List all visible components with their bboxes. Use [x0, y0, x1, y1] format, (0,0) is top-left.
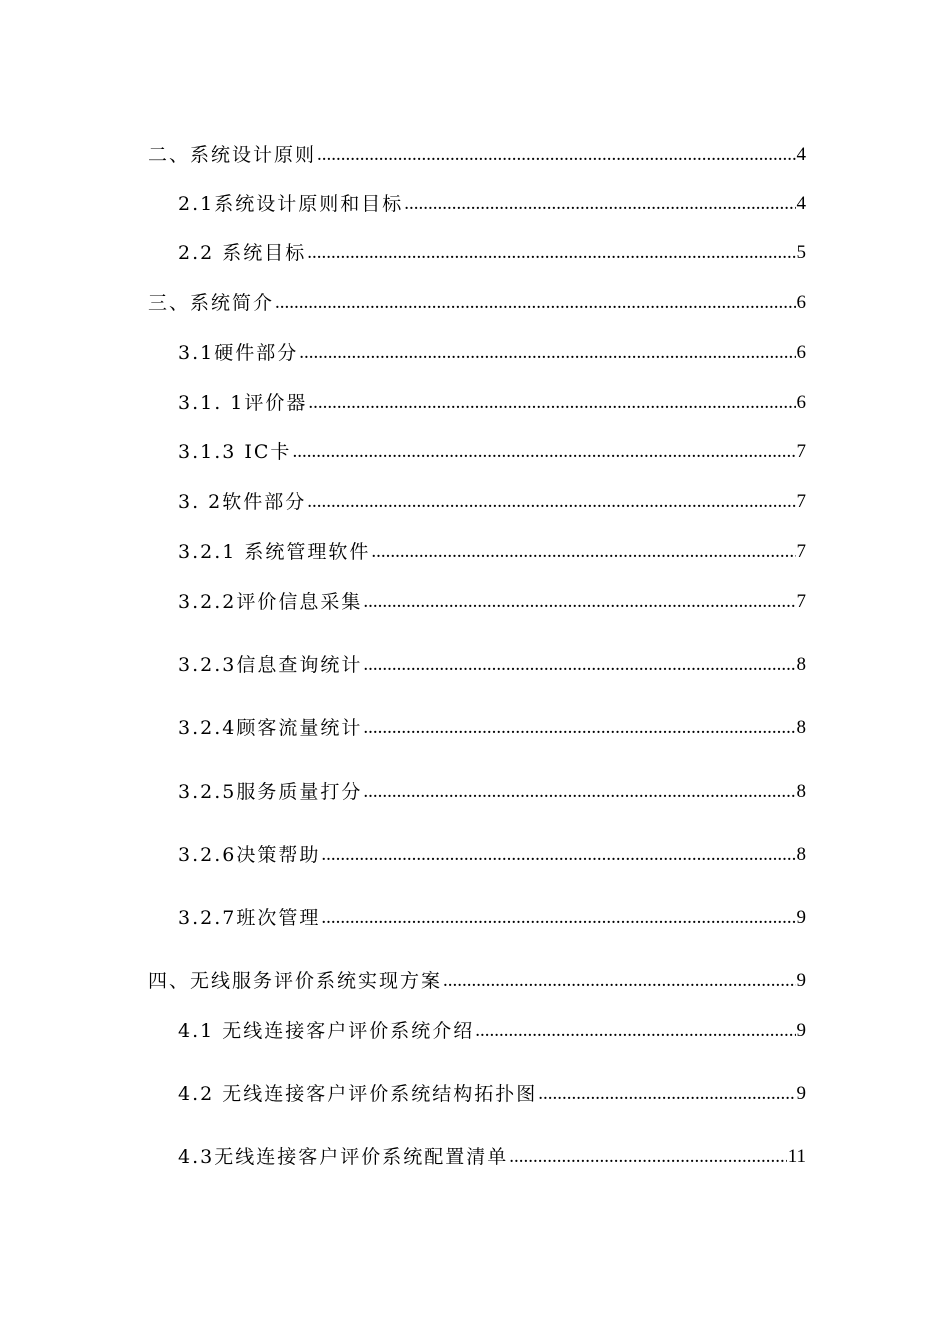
toc-page-number: 8 [796, 781, 806, 802]
toc-page-number: 7 [796, 491, 806, 512]
toc-entry[interactable] [148, 137, 806, 167]
toc-entry[interactable] [178, 186, 806, 216]
toc-leader-dots [371, 540, 795, 564]
toc-entry[interactable] [178, 647, 806, 677]
toc-entry-label: 3. 2软件部分 [178, 491, 307, 513]
toc-leader-dots [292, 440, 795, 464]
toc-entry-label: 3.2.2评价信息采集 [178, 591, 363, 613]
toc-entry-label: 2.2 系统目标 [178, 242, 307, 264]
toc-leader-dots [321, 906, 795, 930]
toc-leader-dots [363, 590, 795, 614]
toc-entry-label: 3.1.3 IC卡 [178, 441, 292, 463]
toc-entry-label: 3.2.1 系统管理软件 [178, 541, 371, 563]
toc-page-number: 8 [796, 717, 806, 738]
toc-page-number: 4 [796, 144, 806, 165]
toc-leader-dots [363, 653, 795, 677]
toc-page-number: 11 [787, 1146, 806, 1167]
toc-entry[interactable] [178, 900, 806, 930]
toc-entry[interactable] [178, 235, 806, 265]
toc-entry-label: 4.2 无线连接客户评价系统结构拓扑图 [178, 1083, 538, 1105]
toc-entry-label: 3.2.7班次管理 [178, 907, 321, 929]
toc-page-number: 9 [796, 970, 806, 991]
toc-entry-label: 2.1系统设计原则和目标 [178, 193, 404, 215]
toc-page-number: 5 [796, 242, 806, 263]
toc-entry-label: 3.2.6决策帮助 [178, 844, 321, 866]
toc-entry[interactable] [178, 335, 806, 365]
toc-entry[interactable] [178, 534, 806, 564]
toc-leader-dots [275, 291, 795, 315]
toc-page-number: 8 [796, 844, 806, 865]
toc-leader-dots [475, 1019, 795, 1043]
toc-leader-dots [363, 716, 795, 740]
toc-entry[interactable] [178, 1013, 806, 1043]
toc-entry-label: 3.2.4顾客流量统计 [178, 717, 363, 739]
toc-leader-dots [509, 1145, 786, 1169]
toc-entry[interactable] [178, 837, 806, 867]
toc-entry-label: 4.3无线连接客户评价系统配置清单 [178, 1146, 509, 1168]
toc-entry-label: 3.1硬件部分 [178, 342, 299, 364]
toc-entry[interactable] [178, 710, 806, 740]
toc-entry[interactable] [178, 434, 806, 464]
toc-entry[interactable] [178, 584, 806, 614]
toc-page-number: 6 [796, 292, 806, 313]
toc-page-number: 7 [796, 541, 806, 562]
toc-entry-label: 二、系统设计原则 [148, 144, 317, 166]
toc-page-number: 4 [796, 193, 806, 214]
toc-leader-dots [363, 780, 795, 804]
toc-page-number: 6 [796, 342, 806, 363]
toc-leader-dots [308, 391, 795, 415]
toc-entry[interactable] [148, 963, 806, 993]
toc-entry[interactable] [178, 1139, 806, 1169]
toc-entry[interactable] [148, 285, 806, 315]
toc-entry[interactable] [178, 385, 806, 415]
toc-entry[interactable] [178, 1076, 806, 1106]
toc-entry[interactable] [178, 774, 806, 804]
toc-entry-label: 3.1. 1评价器 [178, 392, 308, 414]
toc-entry-label: 3.2.3信息查询统计 [178, 654, 363, 676]
toc-leader-dots [299, 341, 795, 365]
toc-page-number: 9 [796, 1083, 806, 1104]
toc-leader-dots [317, 143, 795, 167]
toc-entry-label: 4.1 无线连接客户评价系统介绍 [178, 1020, 475, 1042]
toc-page-number: 8 [796, 654, 806, 675]
toc-page-number: 7 [796, 441, 806, 462]
toc-leader-dots [307, 490, 795, 514]
toc-page-number: 9 [796, 1020, 806, 1041]
toc-leader-dots [307, 241, 795, 265]
toc-leader-dots [443, 969, 795, 993]
toc-leader-dots [538, 1082, 795, 1106]
toc-entry[interactable] [178, 484, 806, 514]
toc-entry-label: 四、无线服务评价系统实现方案 [148, 970, 443, 992]
toc-page-number: 6 [796, 392, 806, 413]
toc-page-number: 9 [796, 907, 806, 928]
toc-entry-label: 三、系统简介 [148, 292, 275, 314]
toc-entry-label: 3.2.5服务质量打分 [178, 781, 363, 803]
toc-leader-dots [321, 843, 795, 867]
toc-leader-dots [404, 192, 795, 216]
toc-page-number: 7 [796, 591, 806, 612]
